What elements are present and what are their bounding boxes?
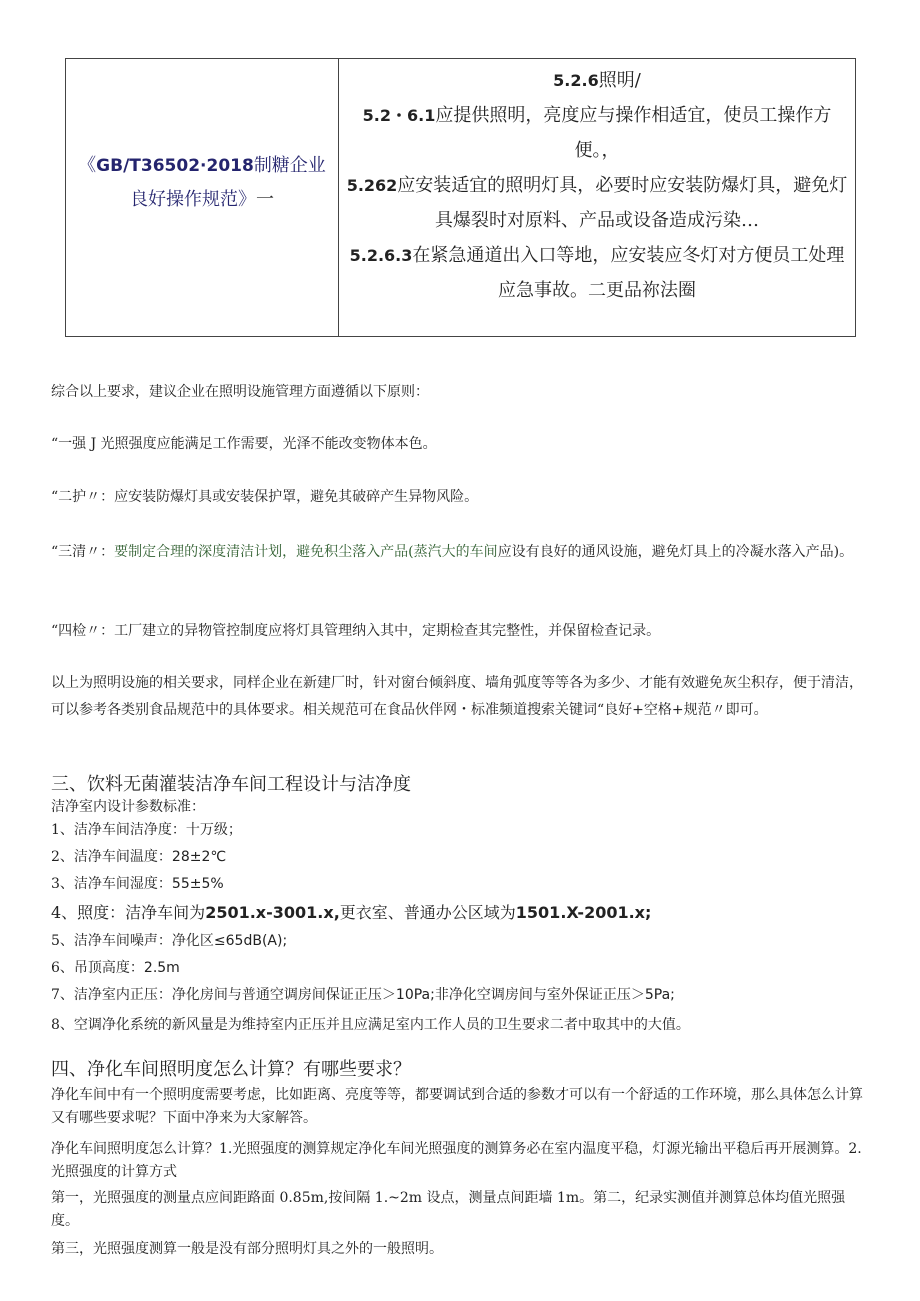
standard-name-cell	[66, 59, 339, 336]
list-item: 6、吊顶高度：2.5m	[51, 960, 180, 976]
principle-1: “一强 J 光照强度应能满足工作需要，光泽不能改变物体本色。	[51, 436, 437, 452]
section-4-paragraph-4: 第三，光照强度测算一般是没有部分照明灯具之外的一般照明。	[51, 1241, 443, 1257]
standard-clause-cell	[339, 59, 855, 336]
section-4-paragraph-3: 第一，光照强度的测量点应间距路面 0.85m,按间隔 1.~2m 设点，测量点间距墙 1m。第二，纪录实测值并测算总体均值光照强度。	[51, 1190, 846, 1229]
list-item: 1、洁净车间洁净度：十万级；	[51, 822, 242, 838]
standard-name	[76, 149, 328, 216]
list-item: 5、洁净车间噪声：净化区≤65dB(A);	[51, 933, 288, 949]
clause-5-2-6-3: 5.2.6.3在紧急通道出入口等地，应安装应冬灯对方便员工处理应急事故。二更品祢法圈	[349, 245, 845, 301]
standard-name-tail: 一	[256, 189, 274, 210]
principle-4: “四检〃：工厂建立的异物管控制度应将灯具管理纳入其中，定期检查其完整性，并保留检查记录。	[51, 623, 661, 639]
standard-table	[65, 58, 856, 337]
design-parameter-list	[51, 817, 881, 1039]
list-item: 2、洁净车间温度：28±2℃	[51, 849, 227, 865]
list-item: 3、洁净车间湿度：55±5%	[51, 876, 224, 892]
section-4-paragraph-2: 净化车间照明度怎么计算？1.光照强度的测算规定净化车间光照强度的测算务必在室内温度平稳，灯源光输出平稳后再开展测算。2.光照强度的计算方式	[51, 1141, 862, 1180]
intro-paragraph: 综合以上要求，建议企业在照明设施管理方面遵循以下原则：	[51, 384, 429, 400]
principle-2: “二护〃：应安装防爆灯具或安装保护罩，避免其破碎产生异物风险。	[51, 489, 479, 505]
clause-5-2-6-1: 5.2・6.1应提供照明，亮度应与操作相适宜，使员工操作方便。，	[362, 105, 832, 161]
section-3-title: 三、饮料无菌灌装洁净车间工程设计与洁净度	[51, 774, 411, 795]
clause-heading: 5.2.6照明/	[553, 70, 641, 91]
list-item: 4、照度：洁净车间为2501.x-3001.x,更衣室、普通办公区域为1501.X-2001.x;	[51, 903, 652, 922]
standard-link[interactable]: 《GB/T36502·2018制糖企业良好操作规范》	[78, 155, 326, 210]
section-4-paragraph-1: 净化车间中有一个照明度需要考虑，比如距离、亮度等等，都要调试到合适的参数才可以有一个舒适的工作环境，那么具体怎么计算又有哪些要求呢？下面中净来为大家解答。	[51, 1087, 863, 1126]
section-3-subtitle: 洁净室内设计参数标准：	[51, 799, 205, 815]
clause-5-2-6-2: 5.262应安装适宜的照明灯具，必要时应安装防爆灯具，避免灯具爆裂时对原料、产品或设备造成污染…	[346, 175, 848, 231]
list-item: 8、空调净化系统的新风量是为维持室内正压并且应满足室内工作人员的卫生要求二者中取其中的大值。	[51, 1017, 690, 1033]
summary-paragraph: 以上为照明设施的相关要求，同样企业在新建厂时，针对窗台倾斜度、墙角弧度等等各为多少、才能有效避免灰尘积存，便于清洁，可以参考各类别食品规范中的具体要求。相关规范可在食品伙伴网・标准频道搜索关键词“良好+空格+规范〃即可。	[51, 675, 863, 718]
principle-3: “三清〃：要制定合理的深度清洁计划，避免积尘落入产品(蒸汽大的车间应设有良好的通风设施，避免灯具上的冷凝水落入产品)。	[51, 544, 854, 560]
list-item: 7、洁净室内正压：净化房间与普通空调房间保证正压＞10Pa;非净化空调房间与室外保证正压＞5Pa;	[51, 987, 675, 1003]
section-4-title: 四、净化车间照明度怎么计算？有哪些要求？	[51, 1059, 411, 1080]
